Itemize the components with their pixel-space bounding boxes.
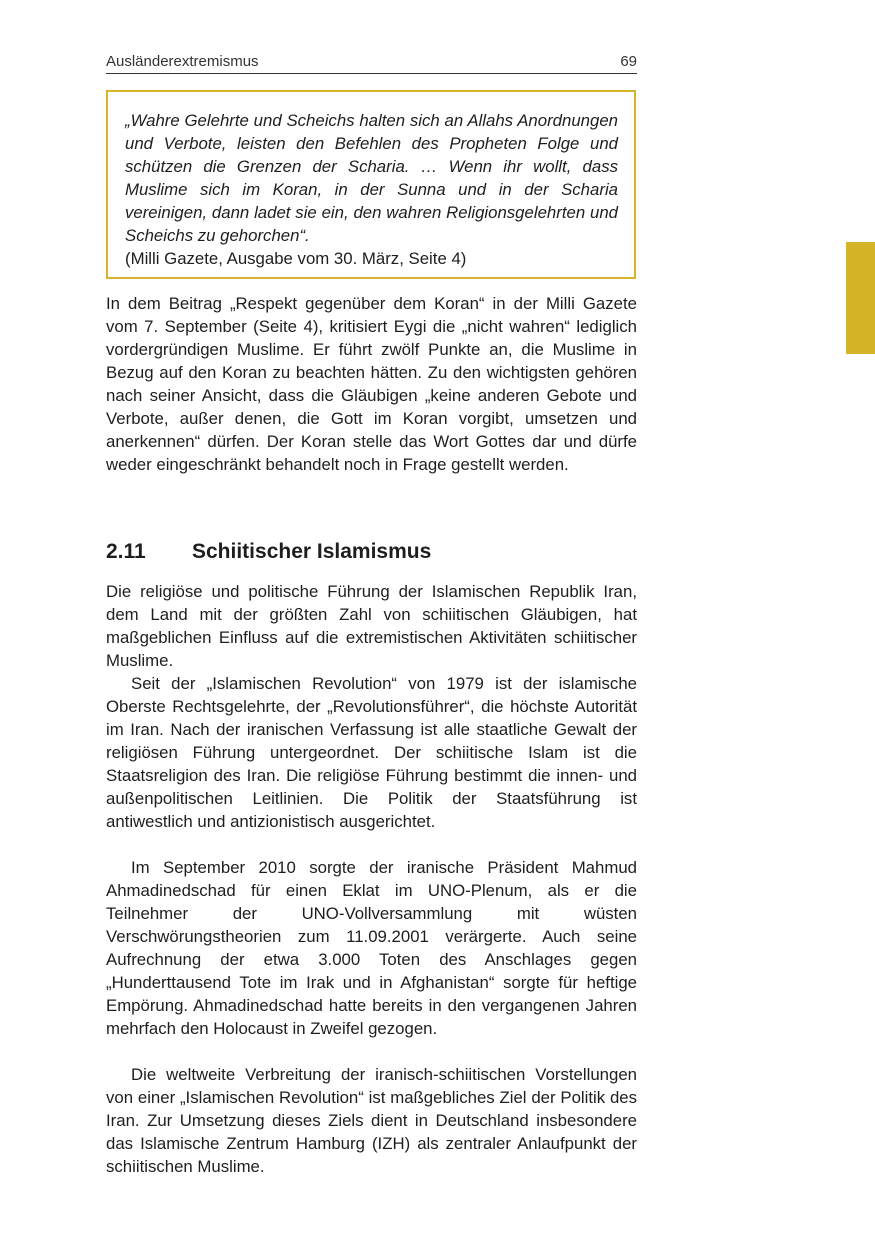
quote-box xyxy=(106,90,636,279)
body-paragraph-1: In dem Beitrag „Respekt gegenüber dem Koran“ in der Milli Gazete vom 7. September (Seite 4), kritisiert Eygi die „nicht wahren“ lediglich vordergründigen Muslime. Er führt zwölf Punkte an, die Muslime in Bezug auf den Koran zu beachten hätten. Zu den wichtigsten gehören nach seiner Ansicht, dass die Gläubigen „keine anderen Gebote und Verbote, außer denen, die Gott im Koran vorgibt, umsetzen und anerkennen“ dürfen. Der Koran stelle das Wort Gottes dar und dürfe weder eingeschränkt behandelt noch in Frage gestellt werden. xyxy=(106,294,637,474)
page-number: 69 xyxy=(620,53,637,70)
section-paragraph-3: Im September 2010 sorgte der iranische Präsident Mahmud Ahmadinedschad für einen Eklat im UNO-Plenum, als er die Teilnehmer der UNO-Vollversammlung mit wüsten Verschwörungstheorien zum 11.09.2001 verärgerte. Auch seine Aufrechnung der etwa 3.000 Toten des Anschlages gegen „Hunderttausend Tote im Irak und in Afghanistan“ sorgte für heftige Empörung. Ahmadinedschad hatte bereits in den vergangenen Jahren mehrfach den Holocaust in Zweifel gezogen. xyxy=(106,858,637,1038)
section-heading xyxy=(106,540,431,564)
chapter-thumb-tab xyxy=(846,242,875,354)
section-paragraph-2: Seit der „Islamischen Revolution“ von 1979 ist der islamische Oberste Rechtsgelehrte, der „Revolutionsführer“, die höchste Autorität im Iran. Nach der iranischen Verfassung ist alle staatliche Gewalt der religiösen Führung untergeordnet. Der schiitische Islam ist die Staatsreligion des Iran. Die religiöse Führung bestimmt die innen- und außenpolitischen Leitlinien. Die Politik der Staatsführung ist antiwestlich und antizionistisch ausgerichtet. xyxy=(106,674,637,831)
section-paragraph-4: Die weltweite Verbreitung der iranisch-schiitischen Vorstellungen von einer „Islamischen Revolution“ ist maßgebliches Ziel der Politik des Iran. Zur Umsetzung dieses Ziels dient in Deutschland insbesondere das Islamische Zentrum Hamburg (IZH) als zentraler Anlaufpunkt der schiitischen Muslime. xyxy=(106,1065,637,1176)
running-header-title: Ausländerextremismus xyxy=(106,53,259,70)
section-paragraph-1: Die religiöse und politische Führung der Islamischen Republik Iran, dem Land mit der größten Zahl von schiitischen Gläubigen, hat maßgeblichen Einfluss auf die extremistischen Aktivitäten schiitischer Muslime. xyxy=(106,582,637,670)
running-header xyxy=(106,51,637,74)
quote-text: „Wahre Gelehrte und Scheichs halten sich an Allahs Anordnungen und Verbote, leisten den Befehlen des Propheten Folge und schützen die Grenzen der Scharia. … Wenn ihr wollt, dass Muslime sich im Koran, in der Sunna und in der Scharia vereinigen, dann ladet sie ein, den wahren Religionsgelehrten und Scheichs zu gehorchen“. xyxy=(125,111,618,245)
section-title: Schiitischer Islamismus xyxy=(192,540,432,563)
quote-source: (Milli Gazete, Ausgabe vom 30. März, Seite 4) xyxy=(125,249,467,268)
section-number: 2.11 xyxy=(106,540,146,563)
